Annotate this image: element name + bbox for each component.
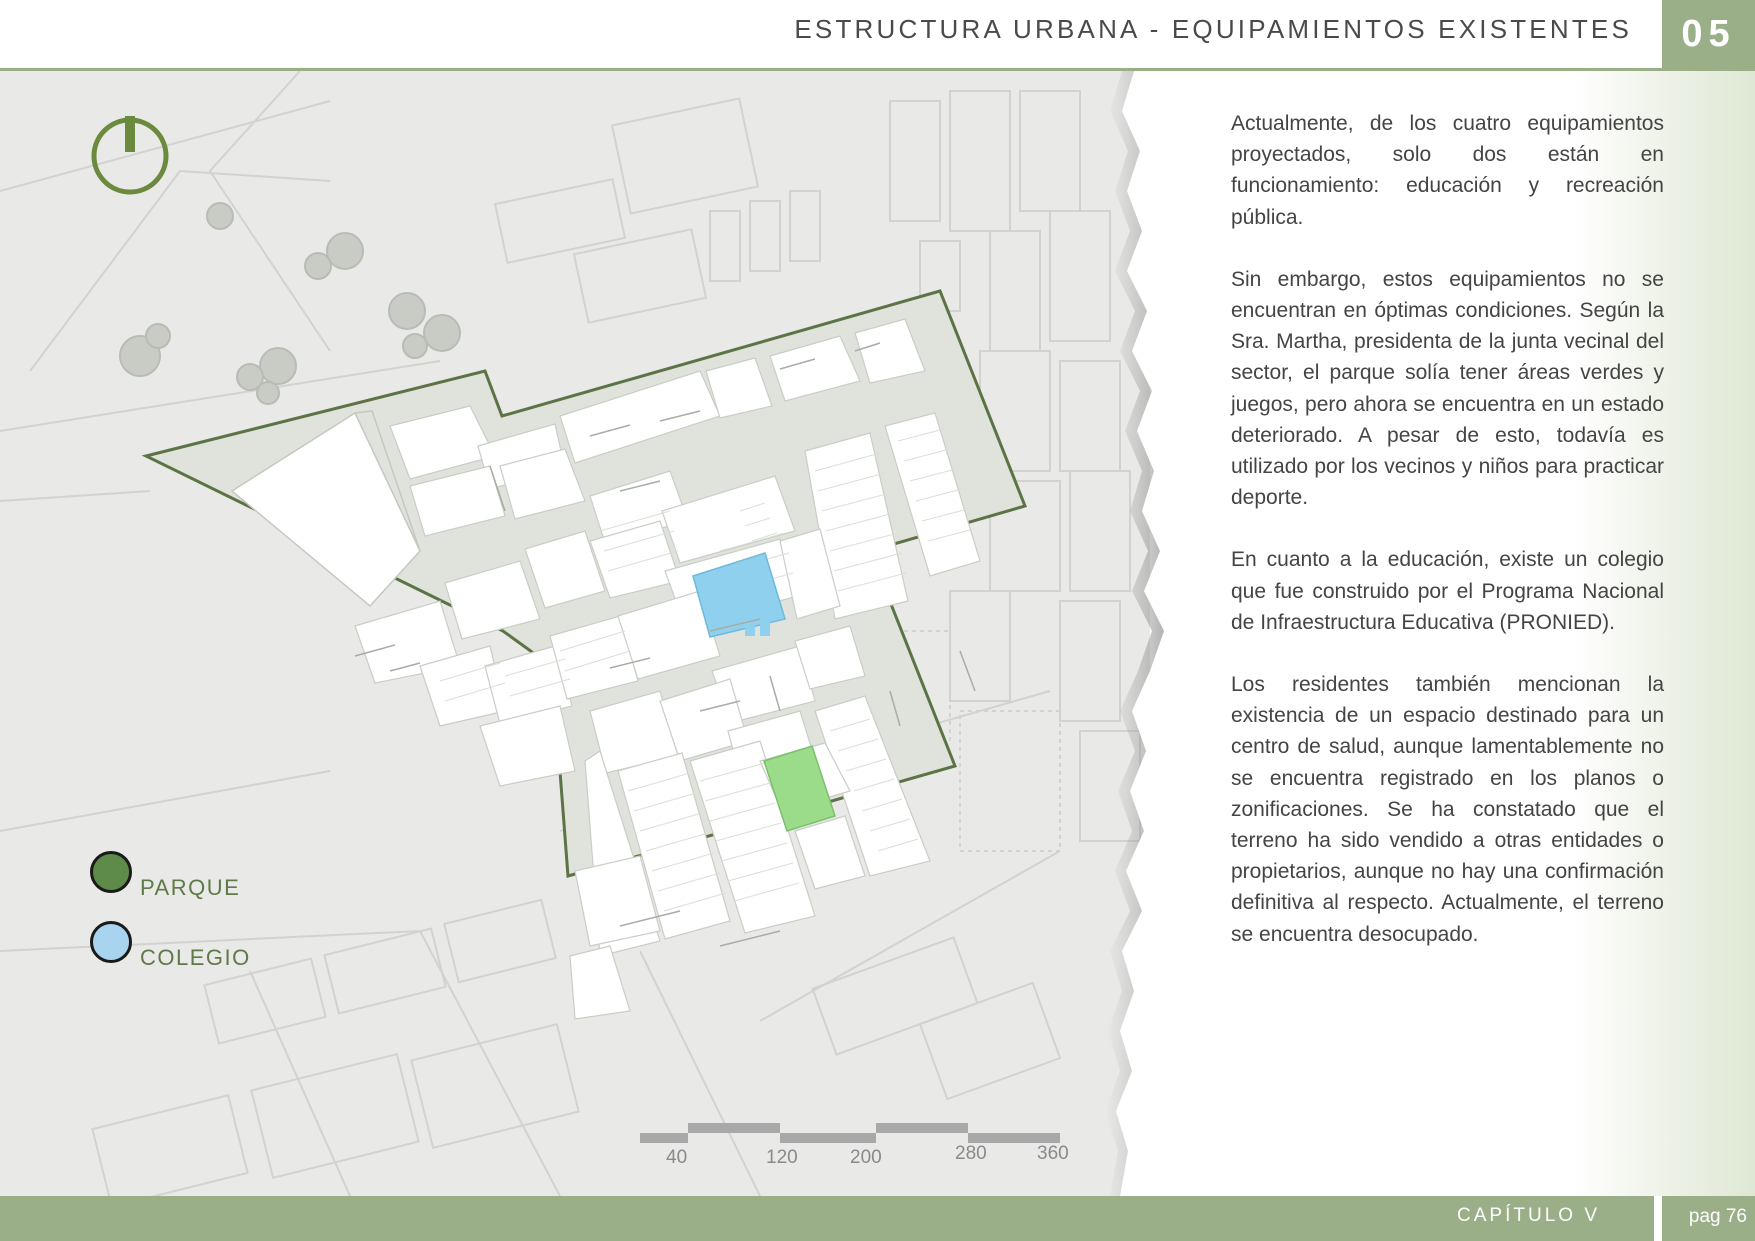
scale-label-200: 200: [850, 1147, 882, 1168]
page-number: pag 76: [1688, 1206, 1747, 1227]
legend-swatch-colegio: [90, 921, 132, 963]
north-arrow-icon: [94, 116, 166, 192]
map-drawing: [0, 71, 1210, 1196]
legend-swatch-parque: [90, 851, 132, 893]
paragraph-2: Sin embargo, estos equipamientos no se encuentran en óptimas condiciones. Según la Sra. Martha, presidenta de la junta vecinal del sector, el parque solía tener áreas verdes y juegos, pero ahora se encuentra en un estado deteriorado. A pesar de esto, todavía es utilizado por los vecinos y niños para practicar deporte.: [1231, 267, 1664, 510]
footer-chapter: CAPÍTULO V: [1457, 1205, 1600, 1226]
legend-item-colegio: [90, 921, 251, 970]
legend-label-colegio: COLEGIO: [140, 945, 251, 970]
page-title: ESTRUCTURA URBANA - EQUIPAMIENTOS EXISTENTES: [794, 14, 1632, 44]
page-footer: [0, 1196, 1755, 1241]
footer-divider: [1654, 1196, 1662, 1241]
scale-bar: [640, 1123, 1060, 1143]
body-text: [1231, 108, 1664, 981]
paragraph-3: En cuanto a la educación, existe un colegio que fue construido por el Programa Nacional de Infraestructura Educativa (PRONIED).: [1231, 548, 1664, 634]
scale-label-40: 40: [666, 1147, 688, 1168]
legend-label-parque: PARQUE: [140, 875, 241, 900]
scale-label-280: 280: [955, 1143, 987, 1164]
chapter-number-badge: 05: [1662, 0, 1755, 68]
page-header: [0, 0, 1755, 71]
legend-item-parque: [90, 851, 241, 900]
torn-paper-edge: [1060, 71, 1200, 1196]
urban-map: [0, 71, 1210, 1196]
paragraph-4: Los residentes también mencionan la existencia de un espacio destinado para un centro de salud, aunque lamentablemente no se encuentra registrado en los planos o zonificaciones. Se ha constatado que el terreno ha sido vendido a otras entidades o propietarios, aunque no hay una confirmación definitiva al respecto. Actualmente, el terreno se encuentra desocupado.: [1231, 673, 1664, 946]
paragraph-1: Actualmente, de los cuatro equipamientos proyectados, solo dos están en funcionamiento: educación y recreación pública.: [1231, 112, 1664, 229]
scale-label-360: 360: [1037, 1143, 1069, 1164]
scale-label-120: 120: [766, 1147, 798, 1168]
